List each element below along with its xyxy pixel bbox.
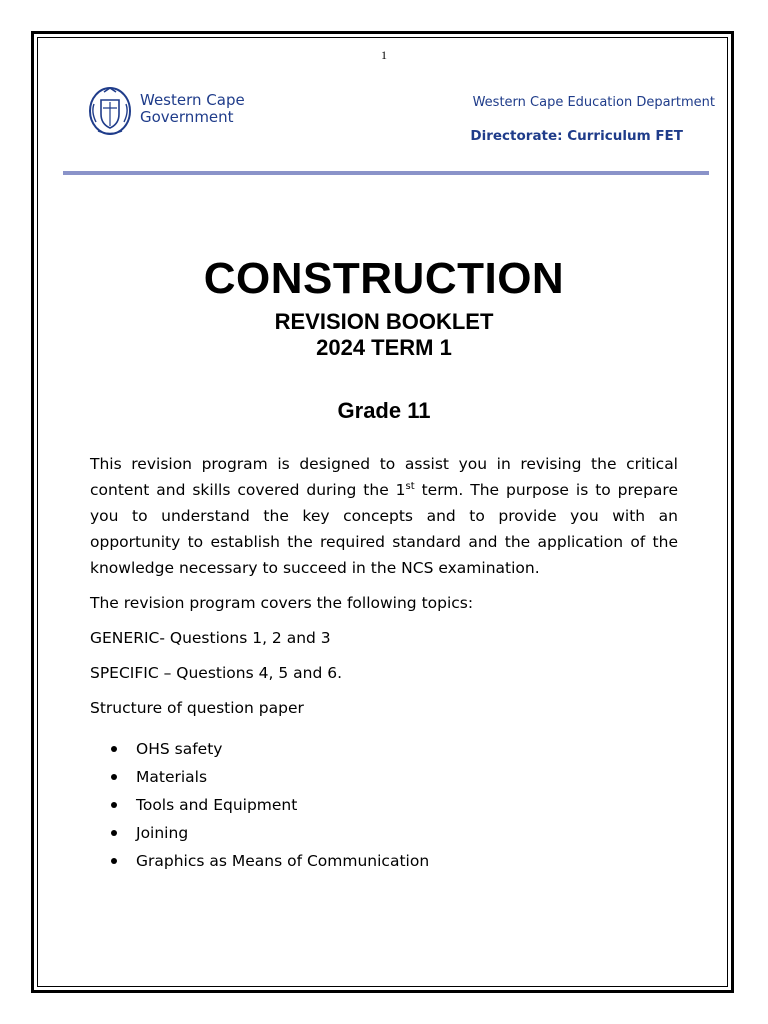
list-item: OHS safety — [136, 735, 678, 763]
document-body — [90, 451, 678, 875]
logo-line-1: Western Cape — [140, 91, 245, 109]
directorate-name: Directorate: Curriculum FET — [470, 128, 683, 144]
document-title: CONSTRUCTION — [203, 254, 565, 303]
intro-paragraph — [90, 451, 678, 581]
department-name: Western Cape Education Department — [472, 95, 715, 110]
intro-text-start: This revision program is designed to assist you in revising the critical content and skills covered during the 1 — [90, 455, 678, 499]
subtitle-line-2: 2024 TERM 1 — [316, 335, 452, 360]
header-divider — [63, 171, 709, 175]
intro-text-end: term. The purpose is to prepare you to understand the key concepts and to provide you with an opportunity to establish the required standard and the application of the knowledge necessary to succeed in the NCS examination. — [90, 481, 678, 577]
list-item: Materials — [136, 763, 678, 791]
topics-intro: The revision program covers the following topics: — [90, 594, 474, 612]
grade-heading: Grade 11 — [337, 398, 431, 423]
list-item: Joining — [136, 819, 678, 847]
subtitle-line-1: REVISION BOOKLET — [274, 309, 494, 334]
logo-line-2: Government — [140, 108, 234, 126]
page-number: 1 — [381, 48, 387, 62]
structure-heading: Structure of question paper — [90, 699, 304, 717]
ordinal-suffix: st — [405, 480, 415, 492]
topics-list — [90, 735, 678, 875]
specific-questions: SPECIFIC – Questions 4, 5 and 6. — [90, 664, 342, 682]
logo-wordmark — [140, 92, 245, 126]
list-item: Tools and Equipment — [136, 791, 678, 819]
document-subtitle — [0, 309, 768, 361]
generic-questions: GENERIC- Questions 1, 2 and 3 — [90, 629, 331, 647]
list-item: Graphics as Means of Communication — [136, 847, 678, 875]
coat-of-arms-icon — [88, 84, 134, 136]
government-logo — [88, 84, 268, 140]
